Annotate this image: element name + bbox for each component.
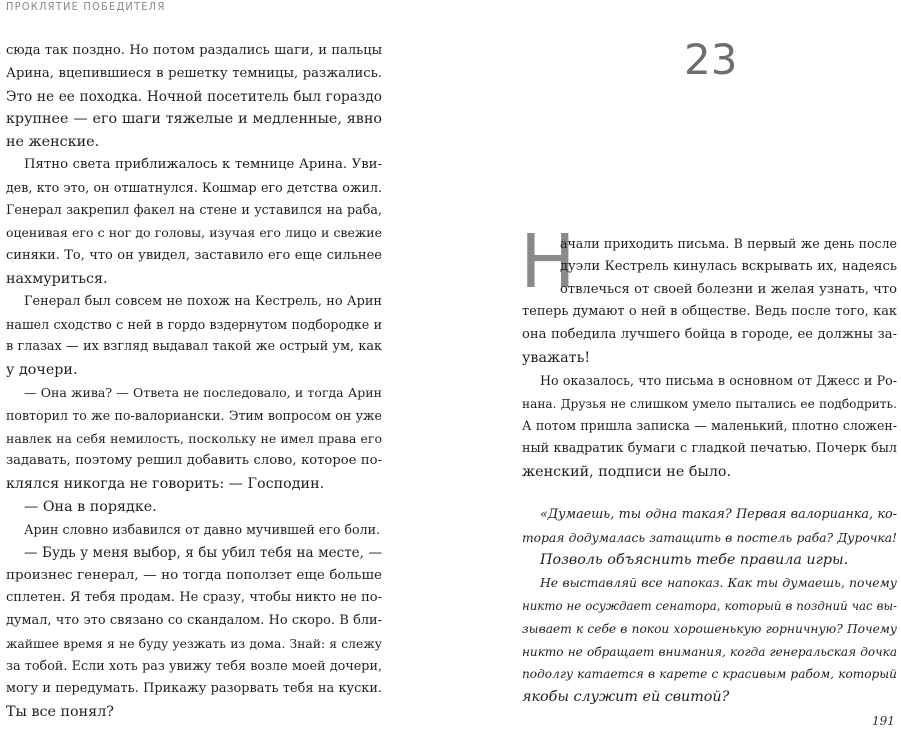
text-line: синяки. То, что он увидел, заставило его еще сильнее [6,248,382,264]
running-head: ПРОКЛЯТИЕ ПОБЕДИТЕЛЯ [6,0,166,13]
letter-line: подолгу катается в карете с красивым рабом, который [522,667,897,682]
text-line: в глазах — их взгляд выдавал такой же острый ум, как [6,339,382,355]
text-line: за тобой. Если хоть раз увижу тебя возле моей дочери, [6,658,382,674]
text-line: А потом пришла записка — маленький, плотно сложен- [522,418,897,434]
text-line: произнес генерал, — но тогда поползет еще больше [6,567,382,584]
left-column [6,40,382,724]
text-line: повторил то же по-валориански. Этим вопросом он уже [6,407,382,423]
text-line: жайшее время я не буду уезжать из дома. Знай: я слежу [6,636,382,651]
letter-line: Не выставляй все напоказ. Как ты думаешь, почему [540,575,897,591]
letter-line: якобы служит ей свитой? [522,689,730,706]
text-line: уважать! [522,349,591,366]
text-line: дев, кто это, он отшатнулся. Кошмар его детства ожил. [6,179,382,195]
text-line: нана. Друзья не слишком умело пытались ее подбодрить. [522,396,897,411]
text-line: Пятно света приближалось к темнице Арина. Уви- [24,156,382,172]
letter-line: «Думаешь, ты одна такая? Первая валорианка, ко- [540,506,897,522]
text-line: думал, что это связано со скандалом. Но скоро. В бли- [6,612,382,628]
letter-line: Позволь объяснить тебе правила игры. [540,552,849,569]
text-line: Ты все понял? [6,704,114,721]
text-line: отвлечься от своей болезни и желая узнать, что [560,281,897,297]
text-line: нахмуриться. [6,270,108,287]
text-line: ный квадратик бумаги с гладкой печатью. Почерк был [522,441,897,457]
text-line: клялся никогда не говорить: — Господин. [6,476,325,493]
page-number: 191 [872,714,895,728]
text-line: Арин словно избавился от давно мучившей его боли. [24,521,381,537]
text-line: ачали приходить письма. В первый же день после [560,236,897,251]
chapter-number: 23 [684,35,738,84]
right-column [520,219,897,709]
text-line: — Она жива? — Ответа не последовало, и тогда Арин [24,384,382,400]
text-line: задавать, поэтому решил добавить слово, которое по- [6,453,382,469]
text-line: Но оказалось, что письма в основном от Джесс и Ро- [540,372,897,388]
letter-line: никто не осуждает сенатора, который в поздний час вы- [522,598,897,613]
text-line: Арина, вцепившиеся в решетку темницы, разжались. [6,65,382,81]
text-line: у дочери. [6,362,78,379]
text-line: теперь думают о ней в обществе. Ведь после того, как [522,304,897,320]
letter-line: торая додумалась затащить в постель раба? Дурочка! [522,530,897,545]
text-line: — Будь у меня выбор, я бы убил тебя на месте, — [24,544,382,561]
letter-line: никто не обращает внимания, когда генеральская дочка [522,644,897,659]
text-line: могу и передумать. Прикажу разорвать тебя на куски. [6,681,382,697]
text-line: Генерал был совсем не похож на Кестрель, но Арин [24,293,382,309]
text-line: сплетен. Я тебя продам. Не сразу, чтобы никто не по- [6,590,382,606]
drop-cap: Н [520,219,576,305]
text-line: — Она в порядке. [24,498,157,515]
text-line: женский, подписи не было. [522,463,732,480]
text-line: оценивая его с ног до головы, изучая его лицо и свежие [6,225,382,241]
text-line: Это не ее походка. Ночной посетитель был гораздо [6,88,382,105]
text-line: нашел сходство с ней в гордо вздернутом подбородке и [6,316,382,332]
text-line: она победила лучшего бойца в городе, ее должны за- [522,327,897,343]
text-line: дуэли Кестрель кинулась вскрывать их, надеясь [560,258,897,274]
text-line: навлек на себя немилость, поскольку не имел права его [6,430,382,446]
text-line: крупнее — его шаги тяжелые и медленные, явно [6,111,382,128]
letter-line: зывает к себе в покои хорошенькую горничную? Почему [522,621,897,636]
text-line: не женские. [6,134,100,151]
text-line: Генерал закрепил факел на стене и уставился на раба, [6,202,382,218]
text-line: сюда так поздно. Но потом раздались шаги, и пальцы [6,43,382,58]
